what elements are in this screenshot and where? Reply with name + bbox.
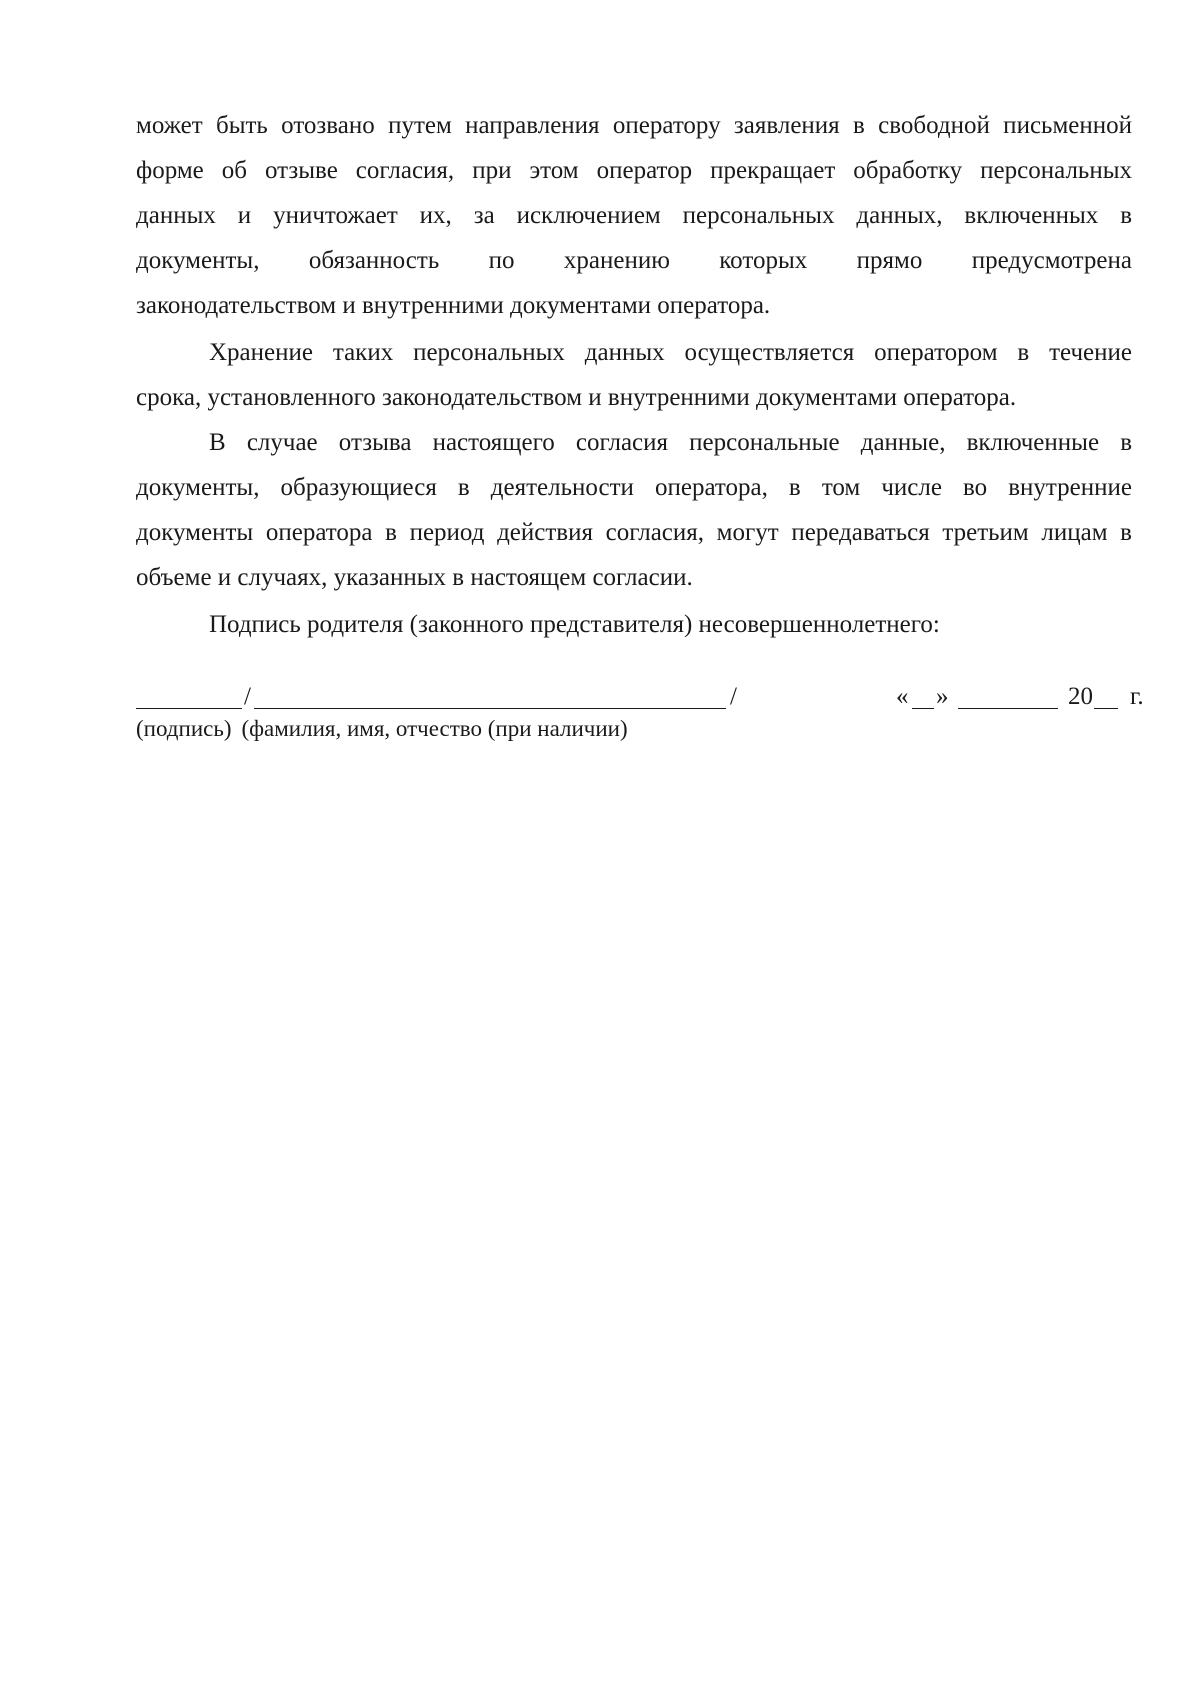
- full-name-slash: /: [730, 683, 737, 710]
- date-year-field-line[interactable]: [1094, 708, 1118, 709]
- paragraph-line: объеме и случаях, указанных в настоящем согласии.: [136, 564, 693, 591]
- date-year-prefix: 20: [1068, 683, 1093, 710]
- date-day-field-line[interactable]: [912, 708, 934, 709]
- paragraph-line: документы оператора в период действия согласия, могут передаваться третьим лицам в: [136, 519, 1132, 546]
- signature-labels: [136, 712, 628, 746]
- paragraph-storage: [136, 330, 1132, 420]
- full-name-label: (фамилия, имя, отчество (при наличии): [241, 716, 628, 741]
- paragraph-line: В случае отзыва настоящего согласия персональные данные, включенные в: [209, 429, 1132, 456]
- signature-field-line[interactable]: [136, 708, 242, 709]
- signature-row: [136, 675, 1144, 715]
- paragraph-consent-withdrawal: [136, 103, 1132, 328]
- paragraph-line: документы, образующиеся в деятельности оператора, в том числе во внутренние: [136, 474, 1132, 501]
- paragraph-line: форме об отзыве согласия, при этом оператор прекращает обработку персональных: [136, 157, 1132, 184]
- paragraph-line: данных и уничтожает их, за исключением персональных данных, включенных в: [136, 202, 1132, 229]
- paragraph-transfer: [136, 420, 1132, 600]
- date-year-suffix: г.: [1130, 683, 1144, 710]
- paragraph-line: законодательством и внутренними документами оператора.: [136, 292, 771, 319]
- full-name-field-line[interactable]: [254, 708, 726, 709]
- signature-title: Подпись родителя (законного представителя) несовершеннолетнего:: [209, 611, 940, 638]
- paragraph-line: документы, обязанность по хранению которых прямо предусмотрена: [136, 247, 1132, 274]
- signature-label: (подпись): [136, 716, 232, 741]
- date-quote-close: »: [936, 683, 949, 710]
- date-month-field-line[interactable]: [958, 708, 1058, 709]
- paragraph-line: срока, установленного законодательством и внутренними документами оператора.: [136, 384, 1017, 411]
- signature-slash: /: [244, 683, 251, 710]
- date-quote-open: «: [896, 683, 909, 710]
- paragraph-line: может быть отозвано путем направления оператору заявления в свободной письменной: [136, 112, 1132, 139]
- paragraph-line: Хранение таких персональных данных осуществляется оператором в течение: [209, 339, 1132, 366]
